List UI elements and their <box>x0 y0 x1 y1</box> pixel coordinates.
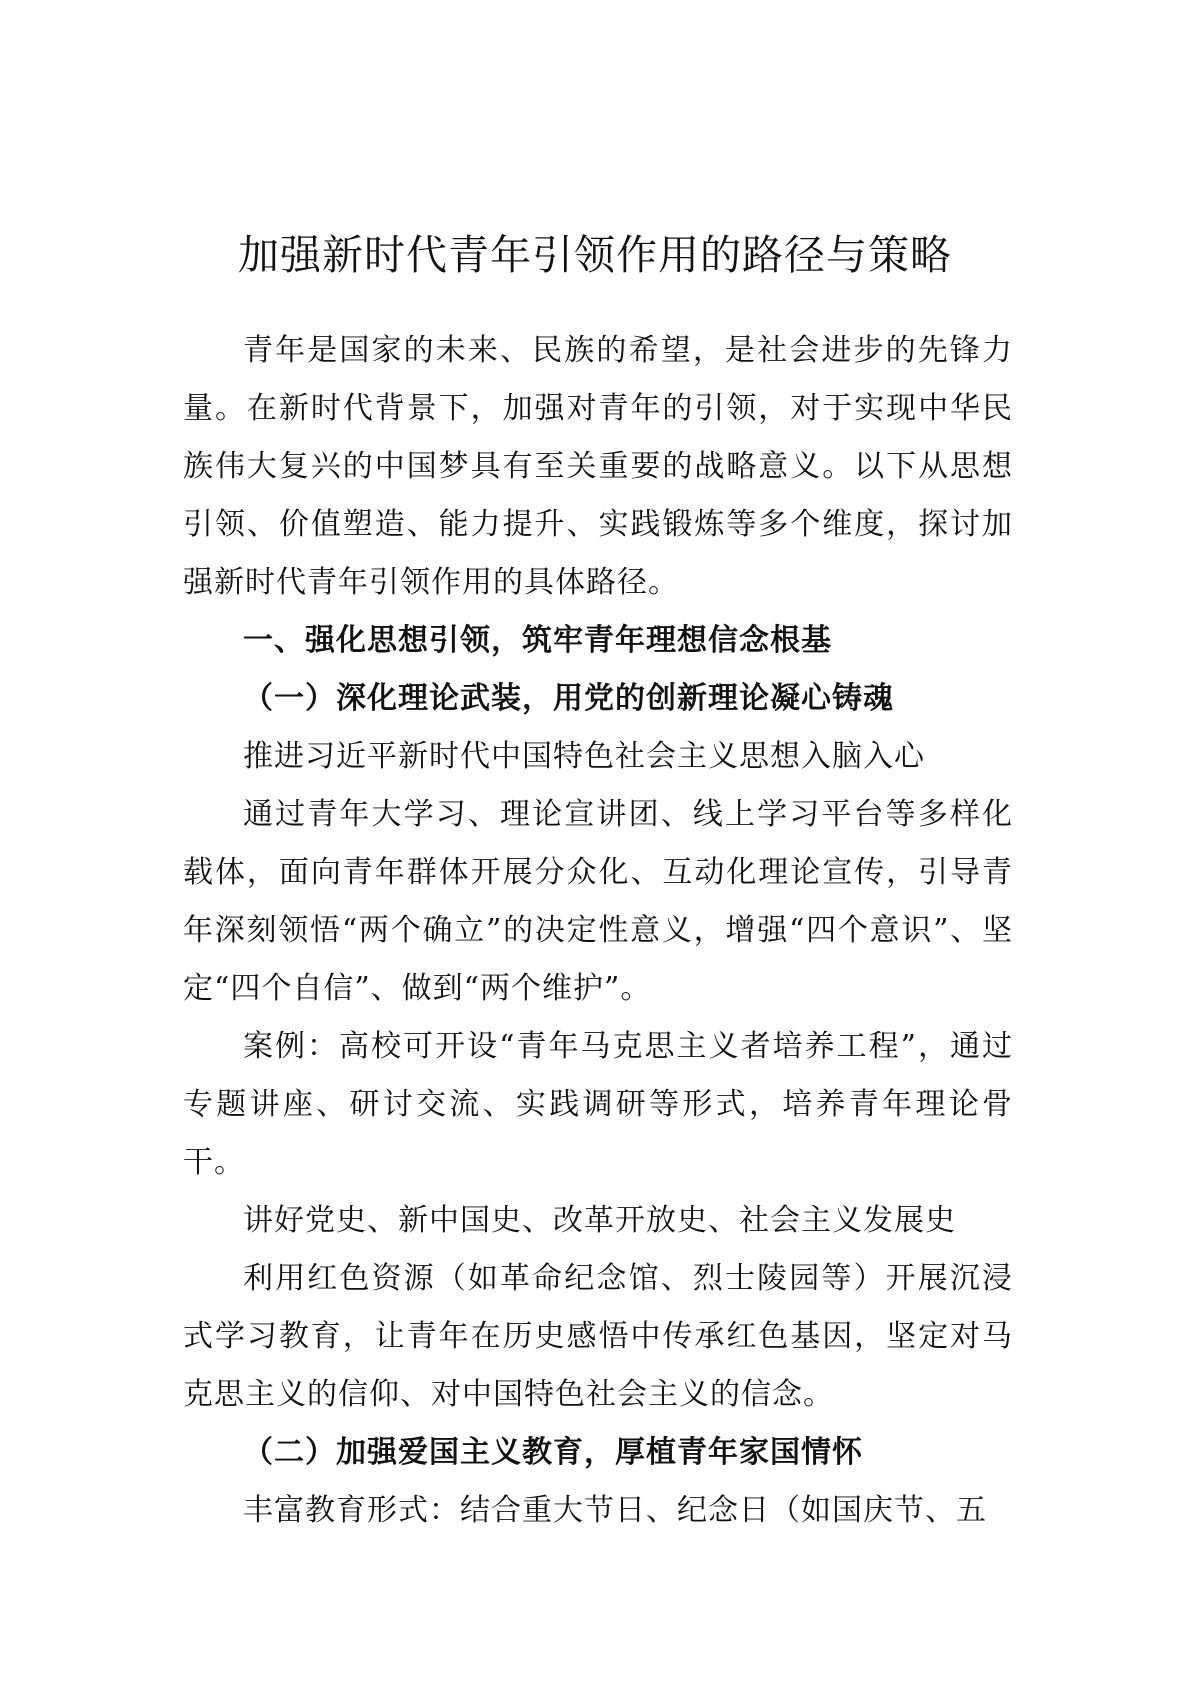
section-heading-1: 一、强化思想引领，筑牢青年理想信念根基 <box>243 623 832 658</box>
paragraph-history-line: 讲好党史、新中国史、改革开放史、社会主义发展史 <box>243 1203 956 1238</box>
paragraph-education-forms: 丰富教育形式：结合重大节日、纪念日（如国庆节、五 <box>243 1493 987 1528</box>
document-body <box>183 322 1013 1540</box>
paragraph-youth-study: 通过青年大学习、理论宣讲团、线上学习平台等多样化载体，面向青年群体开展分众化、互动化理论宣传，引导青年深刻领悟“两个确立”的决定性意义，增强“四个意识”、坚定“四个自信”、做到“两个维护”。 <box>183 797 1013 1006</box>
paragraph-case: 案例：高校可开设“青年马克思主义者培养工程”，通过专题讲座、研讨交流、实践调研等形式，培养青年理论骨干。 <box>183 1029 1013 1180</box>
paragraph-red-resources: 利用红色资源（如革命纪念馆、烈士陵园等）开展沉浸式学习教育，让青年在历史感悟中传承红色基因，坚定对马克思主义的信仰、对中国特色社会主义的信念。 <box>183 1261 1013 1412</box>
paragraph-theory-line: 推进习近平新时代中国特色社会主义思想入脑入心 <box>243 739 925 774</box>
document-title: 加强新时代青年引领作用的路径与策略 <box>238 231 952 280</box>
subsection-heading-1: （一）深化理论武装，用党的创新理论凝心铸魂 <box>243 681 894 716</box>
subsection-heading-2: （二）加强爱国主义教育，厚植青年家国情怀 <box>243 1435 863 1470</box>
intro-paragraph: 青年是国家的未来、民族的希望，是社会进步的先锋力量。在新时代背景下，加强对青年的引领，对于实现中华民族伟大复兴的中国梦具有至关重要的战略意义。以下从思想引领、价值塑造、能力提升、实践锻炼等多个维度，探讨加强新时代青年引领作用的具体路径。 <box>183 333 1013 600</box>
